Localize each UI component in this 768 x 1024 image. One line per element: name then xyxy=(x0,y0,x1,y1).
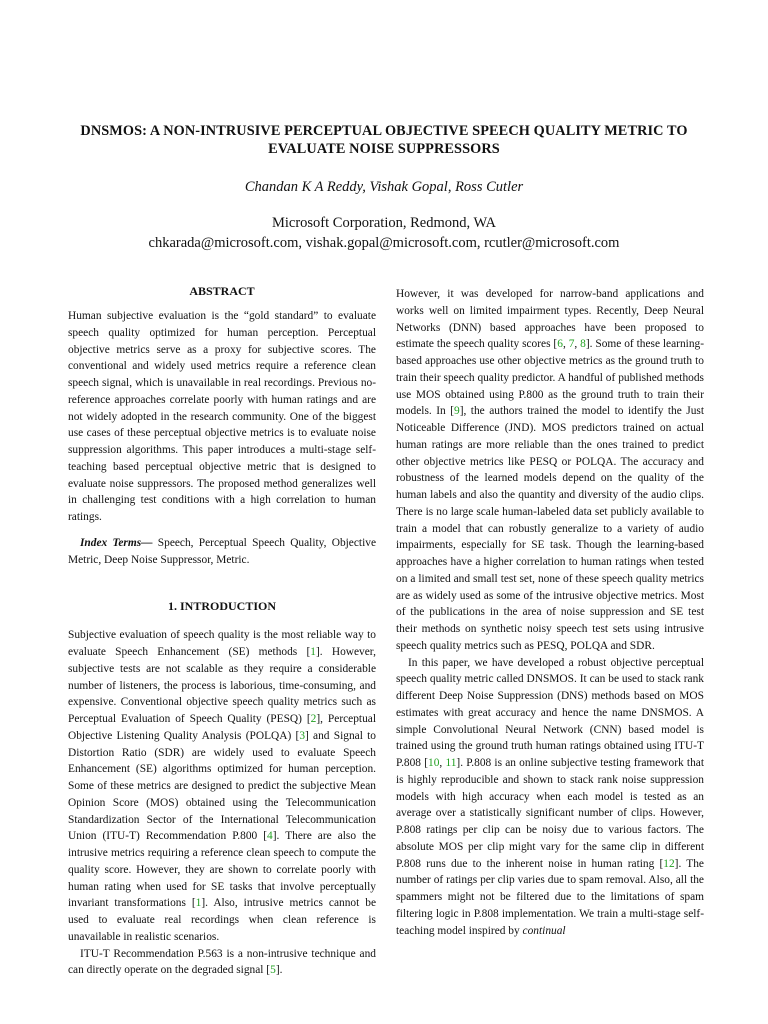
intro-paragraph-2: ITU-T Recommendation P.563 is a non-intrusive technique and can directly operate on the degraded signal [5]. xyxy=(68,947,376,977)
right-paragraph-2: In this paper, we have developed a robust objective perceptual speech quality metric called DNSMOS. It can be used to stack rank different Deep Noise Suppression (DNS) methods based on MOS estimates with great accuracy and hence the name DNSMOS. A simple Convolutional Neural Network (CNN) based model is trained using the ground truth human ratings obtained using ITU-T P.808 [10, 11]. P.808 is an online subjective testing framework that is highly reproducible and shown to stack rank noise suppression models with high accuracy when each model is tested as an average over a statistically significant number of clips. However, P.808 ratings per clip can be noisy due to various factors. The absolute MOS per clip might vary for the same clip in different P.808 runs due to the inherent noise in human rating [12]. The number of ratings per clip varies due to spam removal. Also, all the spammers might not be filtered due to the limitations of spam filtering logic in P.808 implementation. We train a multi-stage self-teaching model inspired by continual xyxy=(396,656,704,937)
citation-link[interactable]: 12 xyxy=(663,857,675,870)
author-list: Chandan K A Reddy, Vishak Gopal, Ross Cutler xyxy=(244,179,524,195)
index-terms xyxy=(68,535,376,569)
citation-link[interactable]: 1 xyxy=(310,646,316,658)
citation-link[interactable]: 7 xyxy=(568,338,575,351)
emphasis-continual: continual xyxy=(522,924,566,937)
citation-link[interactable]: 11 xyxy=(445,757,457,769)
citation-link[interactable]: 8 xyxy=(580,338,586,351)
right-paragraph-1: However, it was developed for narrow-band applications and works well on limited impairment types. Recently, Deep Neural Networks (DNN) based approaches have been proposed to estimate the speech quality scores [6, 7, 8]. Some of these learning-based approaches use other objective metrics as the ground truth to train their speech quality predictor. A handful of published methods use MOS obtained using P.800 as the ground truth to train their models. In [9], the authors trained the model to identify the Just Noticeable Difference (JND). MOS predictors trained on actual human ratings are more reliable than the ones trained to predict other objective metrics like PESQ or POLQA. The accuracy and robustness of the learned models depend on the quality of the human labels and also the quantity and diversity of the audio clips. There is no large scale human-labeled data set publicly available to train a model that can robustly generalize to a variety of audio impairments, especially for SE task. Though the learning-based approaches have a higher correlation to human ratings when tested on a limited and small test set, none of these speech quality metrics are as widely used as some of the intrusive objective metrics. Most of the publications in the area of noise suppression and SE test their methods on synthetic noisy speech test sets using intrusive speech quality metrics such as PESQ, POLQA and SDR. xyxy=(396,288,705,652)
affiliation: Microsoft Corporation, Redmond, WA xyxy=(271,215,497,231)
paper-title xyxy=(40,122,728,158)
citation-link[interactable]: 5 xyxy=(270,964,276,977)
title-line-2: EVALUATE NOISE SUPPRESSORS xyxy=(268,141,500,157)
citation-link[interactable]: 3 xyxy=(299,729,306,742)
citation-link[interactable]: 2 xyxy=(310,713,317,725)
introduction-heading: 1. INTRODUCTION xyxy=(167,599,276,614)
abstract-heading: ABSTRACT xyxy=(189,284,255,298)
citation-link[interactable]: 6 xyxy=(557,338,563,351)
left-column xyxy=(68,283,376,979)
citation-link[interactable]: 9 xyxy=(453,405,460,418)
abstract-text: Human subjective evaluation is the “gold standard” to evaluate speech quality optimized for human perception. Perceptual objective metrics serve as a proxy for subjective scores. The conventional and widely used metrics require a reference clean speech signal, which is unavailable in real recordings. Previous no-reference approaches correlate poorly with human ratings and are not widely adopted in the research community. One of the biggest use cases of these perceptual objective metrics is to evaluate noise suppression algorithms. This paper introduces a multi-stage self-teaching based perceptual objective metric that is designed to evaluate noise suppressors. The proposed method generalizes well in challenging test conditions with a high correlation to human ratings. xyxy=(68,310,376,523)
index-terms-text: Speech, Perceptual Speech Quality, Objective Metric, Deep Noise Suppressor, Metric. xyxy=(68,536,376,566)
index-terms-label: Index Terms— xyxy=(80,536,153,549)
right-column xyxy=(396,286,704,939)
citation-link[interactable]: 1 xyxy=(195,897,202,910)
intro-paragraph-1: Subjective evaluation of speech quality is the most reliable way to evaluate Speech Enhancement (SE) methods [1]. However, subjective tests are not scalable as they require a considerable number of listeners, the process is laborious, time-consuming, and expensive. Conventional objective speech quality metrics such as Perceptual Evaluation of Speech Quality (PESQ) [2], Perceptual Objective Listening Quality Analysis (POLQA) [3] and Signal to Distortion Ratio (SDR) are widely used to evaluate Speech Enhancement (SE) algorithms optimized for human perception. Some of these metrics are designed to predict the subjective Mean Opinion Score (MOS) obtained using the Telecommunication Standardization Sector of the International Telecommunication Union (ITU-T) Recommendation P.800 [4]. There are also the intrusive metrics requiring a reference clean speech to compute the quality score. However, they are shown to correlate poorly with human rating when used for SE tasks that involve perceptually invariant transformations [1]. Also, intrusive metrics cannot be used to evaluate real recordings when clean reference is unavailable in realistic scenarios. xyxy=(68,629,376,943)
title-line-1: DNSMOS: A NON-INTRUSIVE PERCEPTUAL OBJECTIVE SPEECH QUALITY METRIC TO xyxy=(80,123,688,139)
citation-link[interactable]: 4 xyxy=(267,830,273,843)
citation-link[interactable]: 10 xyxy=(428,757,440,769)
author-emails: chkarada@microsoft.com, vishak.gopal@microsoft.com, rcutler@microsoft.com xyxy=(148,235,620,251)
affiliation-block xyxy=(0,213,768,253)
